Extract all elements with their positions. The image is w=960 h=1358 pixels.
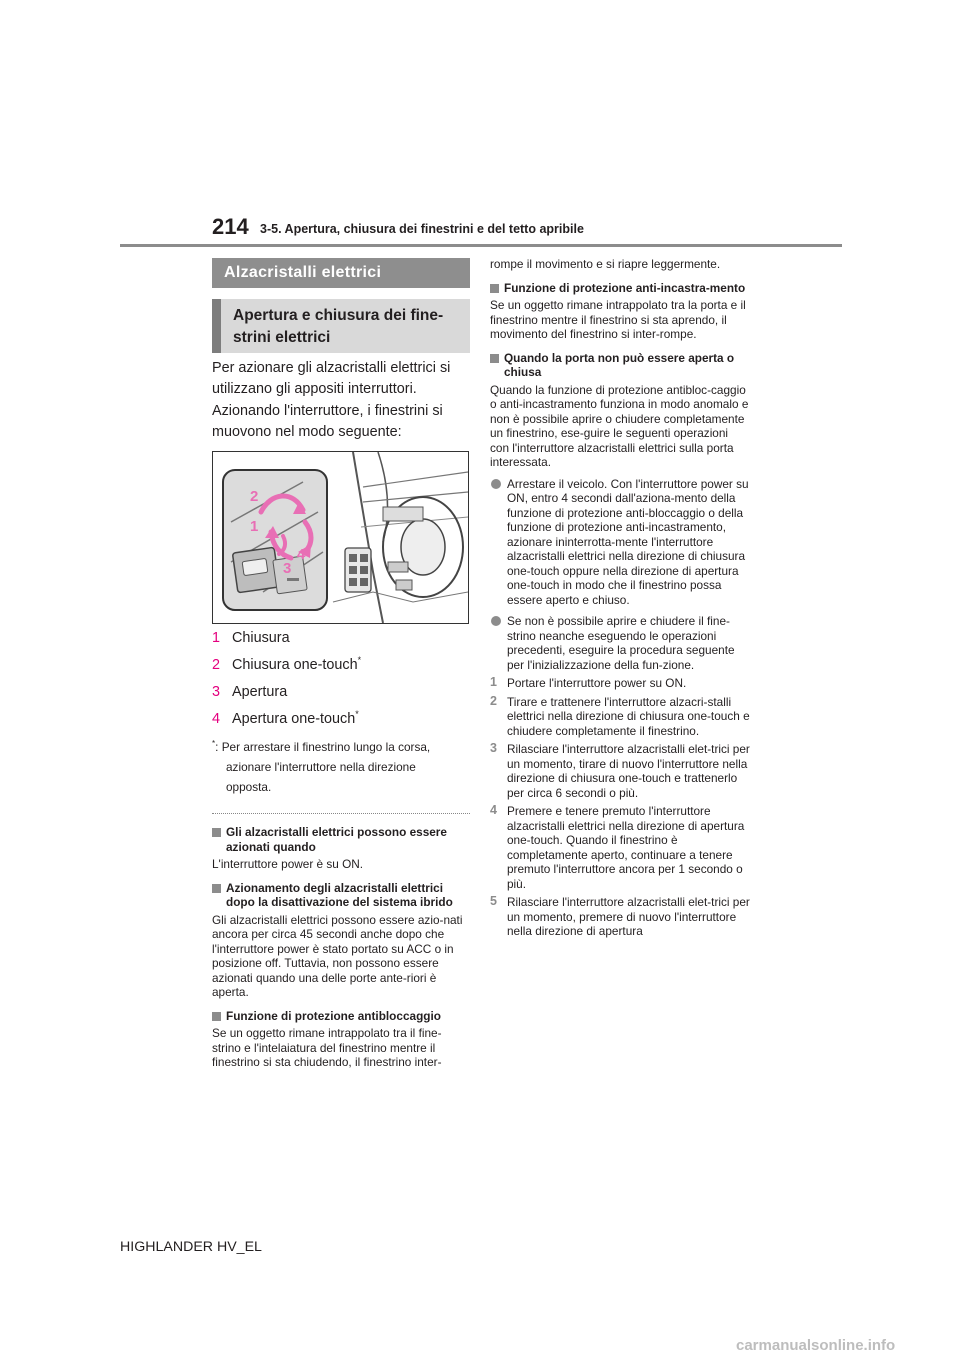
- step-label: Apertura: [232, 684, 288, 700]
- footnote-line: azionare l'interruttore nella direzione: [226, 759, 416, 774]
- note-text: Se un oggetto rimane intrappolato tra il fine-strino e l'intelaiatura del finestrino mentre il finestrino si sta chiudendo, il finestrino inter-: [212, 1026, 442, 1069]
- sub-heading: Apertura e chiusura dei fine-strini elettrici: [212, 299, 470, 353]
- callout-1: 1: [250, 518, 259, 535]
- callout-2: 2: [250, 488, 259, 505]
- numbered-step: 3 Rilasciare l'interruttore alzacristalli elet-trici per un momento, tirare di nuovo l'interruttore nella direzione di chiusura one-touch e trattenerlo per circa 6 secondi o più.: [490, 741, 750, 800]
- step-label: Chiusura one-touch: [232, 657, 358, 673]
- main-heading: Alzacristalli elettrici: [212, 258, 470, 288]
- callout-3: 3: [283, 560, 292, 577]
- note-heading: Gli alzacristalli elettrici possono essere azionati quando: [212, 825, 470, 854]
- step-item: [212, 626, 470, 653]
- numbered-step: 2 Tirare e trattenere l'interruttore alzacri-stalli elettrici nella direzione di chiusura one-touch e chiudere completamente il finestrino.: [490, 693, 750, 738]
- numbered-step: 1 Portare l'interruttore power su ON.: [490, 675, 687, 690]
- step-item: [212, 680, 470, 707]
- note-text: rompe il movimento e si riapre leggermente.: [490, 257, 721, 271]
- step-label: Apertura one-touch: [232, 711, 356, 727]
- square-bullet-icon: [212, 828, 221, 837]
- note-heading: Azionamento degli alzacristalli elettrici dopo la disattivazione del sistema ibrido: [212, 881, 470, 910]
- footnote-colon: :: [215, 739, 219, 754]
- footer-model: HIGHLANDER HV_EL: [120, 1239, 262, 1255]
- footnote-line: Per arrestare il finestrino lungo la corsa,: [221, 739, 431, 754]
- step-number: 3: [212, 684, 221, 700]
- step-asterisk: *: [355, 709, 359, 720]
- note-text: Gli alzacristalli elettrici possono essere azio-nati ancora per circa 45 secondi anche dopo che l'interruttore power è stato portato su ACC o in posizione off. Tuttavia, non possono essere azionati quando una delle porte ante-riori è aperta.: [212, 912, 463, 999]
- watermark: carmanualsonline.info: [736, 1337, 896, 1354]
- left-notes: [212, 820, 470, 1070]
- footnote-mark: *: [212, 739, 216, 748]
- round-bullet-item: Se non è possibile aprire e chiudere il fine-strino neanche eseguendo le operazioni precedenti, eseguire la procedura seguente per l'inizializzazione della fun-zione.: [490, 614, 750, 672]
- section-title: 3-5. Apertura, chiusura dei finestrini e del tetto apribile: [260, 222, 584, 236]
- step-asterisk: *: [357, 655, 362, 666]
- step-number: 1: [212, 630, 221, 646]
- bullet-dot-icon: [491, 616, 501, 626]
- note-text: Se un oggetto rimane intrappolato tra la porta e il finestrino mentre il finestrino si sta aprendo, il movimento del finestrino si inter-rompe.: [490, 298, 746, 341]
- right-notes: [490, 257, 750, 939]
- step-label: Chiusura: [232, 630, 290, 646]
- round-bullet-item: Arrestare il veicolo. Con l'interruttore power su ON, entro 4 secondi dall'aziona-mento della funzione di protezione anti-bloccaggio o della funzione di protezione anti-incastramento, azionare ininterrotta-mente l'interruttore alzacristalli elettrici nella direzione di chiusura one-touch oppure nella direzione di apertura one-touch in modo che il finestrino possa essere aperto e chiuso.: [490, 477, 750, 608]
- footnote: [212, 734, 470, 797]
- numbered-step: 5 Rilasciare l'interruttore alzacristalli elet-trici per un momento, premere di nuovo l'interruttore nella direzione di apertura: [490, 894, 750, 938]
- footnote-line: opposta.: [226, 779, 272, 794]
- note-heading: Funzione di protezione anti-incastra-mento: [490, 281, 750, 296]
- note-heading: Quando la porta non può essere aperta o chiusa: [490, 351, 750, 380]
- square-bullet-icon: [490, 354, 499, 363]
- note-heading: Funzione di protezione antibloccaggio: [212, 1009, 470, 1024]
- step-number: 4: [212, 711, 221, 727]
- step-list: [212, 626, 470, 734]
- square-bullet-icon: [212, 1012, 221, 1021]
- numbered-step: 4 Premere e tenere premuto l'interruttore alzacristalli elettrici nella direzione di apertura one-touch. Quando il finestrino è completamente aperto, continuare a tenere premuto l'interruttore ancora per 1 secondo o più.: [490, 803, 745, 891]
- callout-4: 4: [297, 546, 306, 563]
- dotted-separator: [212, 813, 470, 814]
- square-bullet-icon: [212, 884, 221, 893]
- page-number: 214: [212, 214, 249, 239]
- intro-text: Per azionare gli alzacristalli elettrici si utilizzano gli appositi interruttori. Azionando l'interruttore, i finestrini si muovono nel modo seguente:: [212, 360, 451, 441]
- window-switch-figure: [212, 451, 469, 624]
- dashboard-illustration: [213, 452, 468, 623]
- square-bullet-icon: [490, 284, 499, 293]
- header-rule: [120, 244, 842, 247]
- note-text: Quando la funzione di protezione antibloc-caggio o anti-incastramento funziona in modo anomalo e non è possibile aprire o chiudere completamente un finestrino, ese-guire le seguenti operazioni con l'interruttore alzacristalli elettrici sulla porta interessata.: [490, 382, 749, 469]
- note-text: L'interruttore power è su ON.: [212, 857, 364, 871]
- step-item: [212, 707, 470, 734]
- bullet-dot-icon: [491, 479, 501, 489]
- step-number: 2: [212, 657, 221, 673]
- step-item: [212, 653, 470, 680]
